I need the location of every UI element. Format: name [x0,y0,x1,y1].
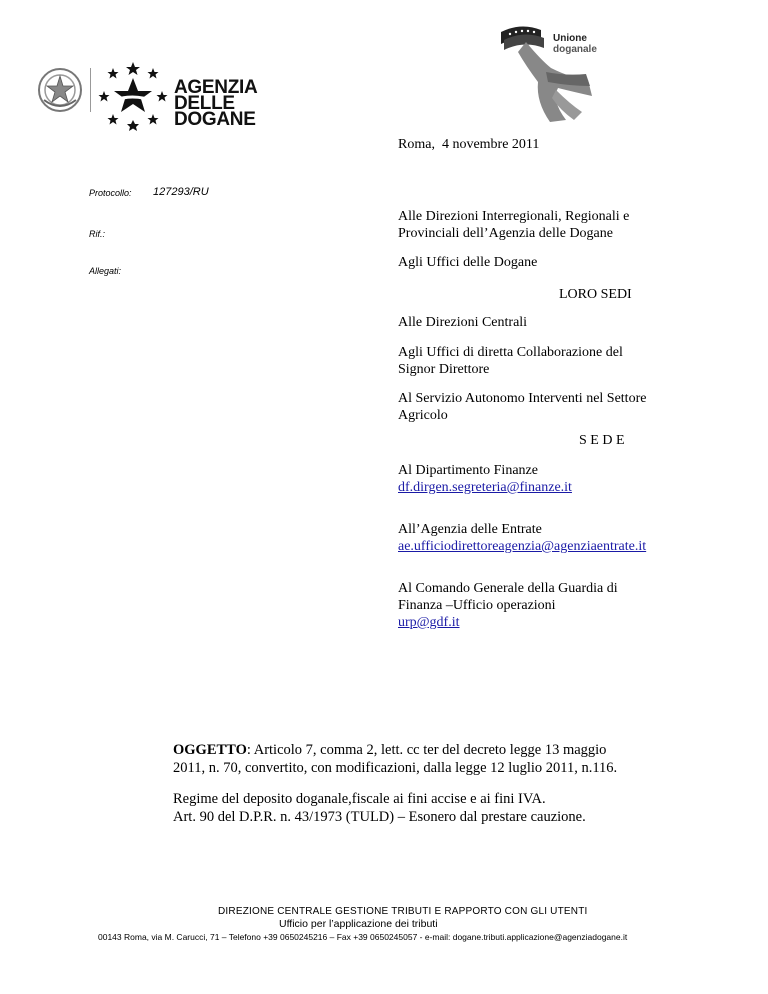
republic-emblem-icon [36,66,84,114]
recipient-entrate: All’Agenzia delle Entrate [398,522,542,537]
recipient-collaborazione-line-2: Signor Direttore [398,362,490,377]
recipient-uffici: Agli Uffici delle Dogane [398,255,538,270]
allegati-label: Allegati: [89,266,122,276]
protocollo-label: Protocollo: [89,188,132,198]
union-logo-line-1: Unione [553,33,587,44]
subject-line-1 [173,741,617,759]
recipient-gdf [398,580,618,614]
agency-logo-line-3: DOGANE [174,109,256,130]
footer-ufficio: Ufficio per l’applicazione dei tributi [279,918,438,930]
footer-contacts: 00143 Roma, via M. Carucci, 71 – Telefono +39 0650245216 – Fax +39 0650245057 - e-mail: dogane.tributi.applicazione@agenziadogane.it [98,932,628,942]
recipient-collaborazione-line-1: Agli Uffici di diretta Collaborazione del [398,345,623,360]
gdf-email-link[interactable]: urp@gdf.it [398,615,460,630]
recipient-centrali: Alle Direzioni Centrali [398,315,528,330]
loro-sedi: LORO SEDI [559,287,632,302]
agenzia-dogane-stars-logo-icon [96,58,170,132]
agency-logo-line-2: DELLE [174,93,235,114]
logo-divider [90,68,91,112]
agency-logo-text [174,77,258,130]
rif-label: Rif.: [89,229,106,239]
recipient-servizio [398,390,646,424]
subject-line-2: 2011, n. 70, convertito, con modificazioni, dalla legge 12 luglio 2011, n.116. [173,760,618,776]
union-logo-line-2: doganale [553,44,597,55]
subject-line-1-text: : Articolo 7, comma 2, lett. cc ter del decreto legge 13 maggio [246,742,607,758]
recipient-collaborazione [398,344,623,378]
subject-line-4: Art. 90 del D.P.R. n. 43/1973 (TULD) – Esonero dal prestare cauzione. [173,809,586,825]
sede: S E D E [579,433,625,448]
entrate-email-link[interactable]: ae.ufficiodirettoreagenzia@agenziaentrate.it [398,539,647,554]
recipient-servizio-line-2: Agricolo [398,408,448,423]
recipient-gdf-line-1: Al Comando Generale della Guardia di [398,581,618,596]
recipient-direzioni-line-2: Provinciali dell’Agenzia delle Dogane [398,226,613,241]
subject-line-3: Regime del deposito doganale,fiscale ai fini accise e ai fini IVA. [173,791,546,807]
recipient-dipartimento: Al Dipartimento Finanze [398,463,538,478]
subject-block [173,741,617,826]
dipartimento-email-link[interactable]: df.dirgen.segreteria@finanze.it [398,480,572,495]
recipient-gdf-line-2: Finanza –Ufficio operazioni [398,598,556,613]
subject-label: OGGETTO [173,742,247,758]
footer-direzione: DIREZIONE CENTRALE GESTIONE TRIBUTI E RAPPORTO CON GLI UTENTI [218,906,588,917]
date-line: Roma, 4 novembre 2011 [398,137,540,152]
union-logo-text [553,33,597,55]
agency-logo-line-1: AGENZIA [174,77,258,98]
protocollo-value: 127293/RU [153,186,209,198]
recipient-servizio-line-1: Al Servizio Autonomo Interventi nel Settore [398,391,647,406]
recipient-direzioni-line-1: Alle Direzioni Interregionali, Regionali e [398,209,630,224]
recipient-direzioni [398,208,629,242]
